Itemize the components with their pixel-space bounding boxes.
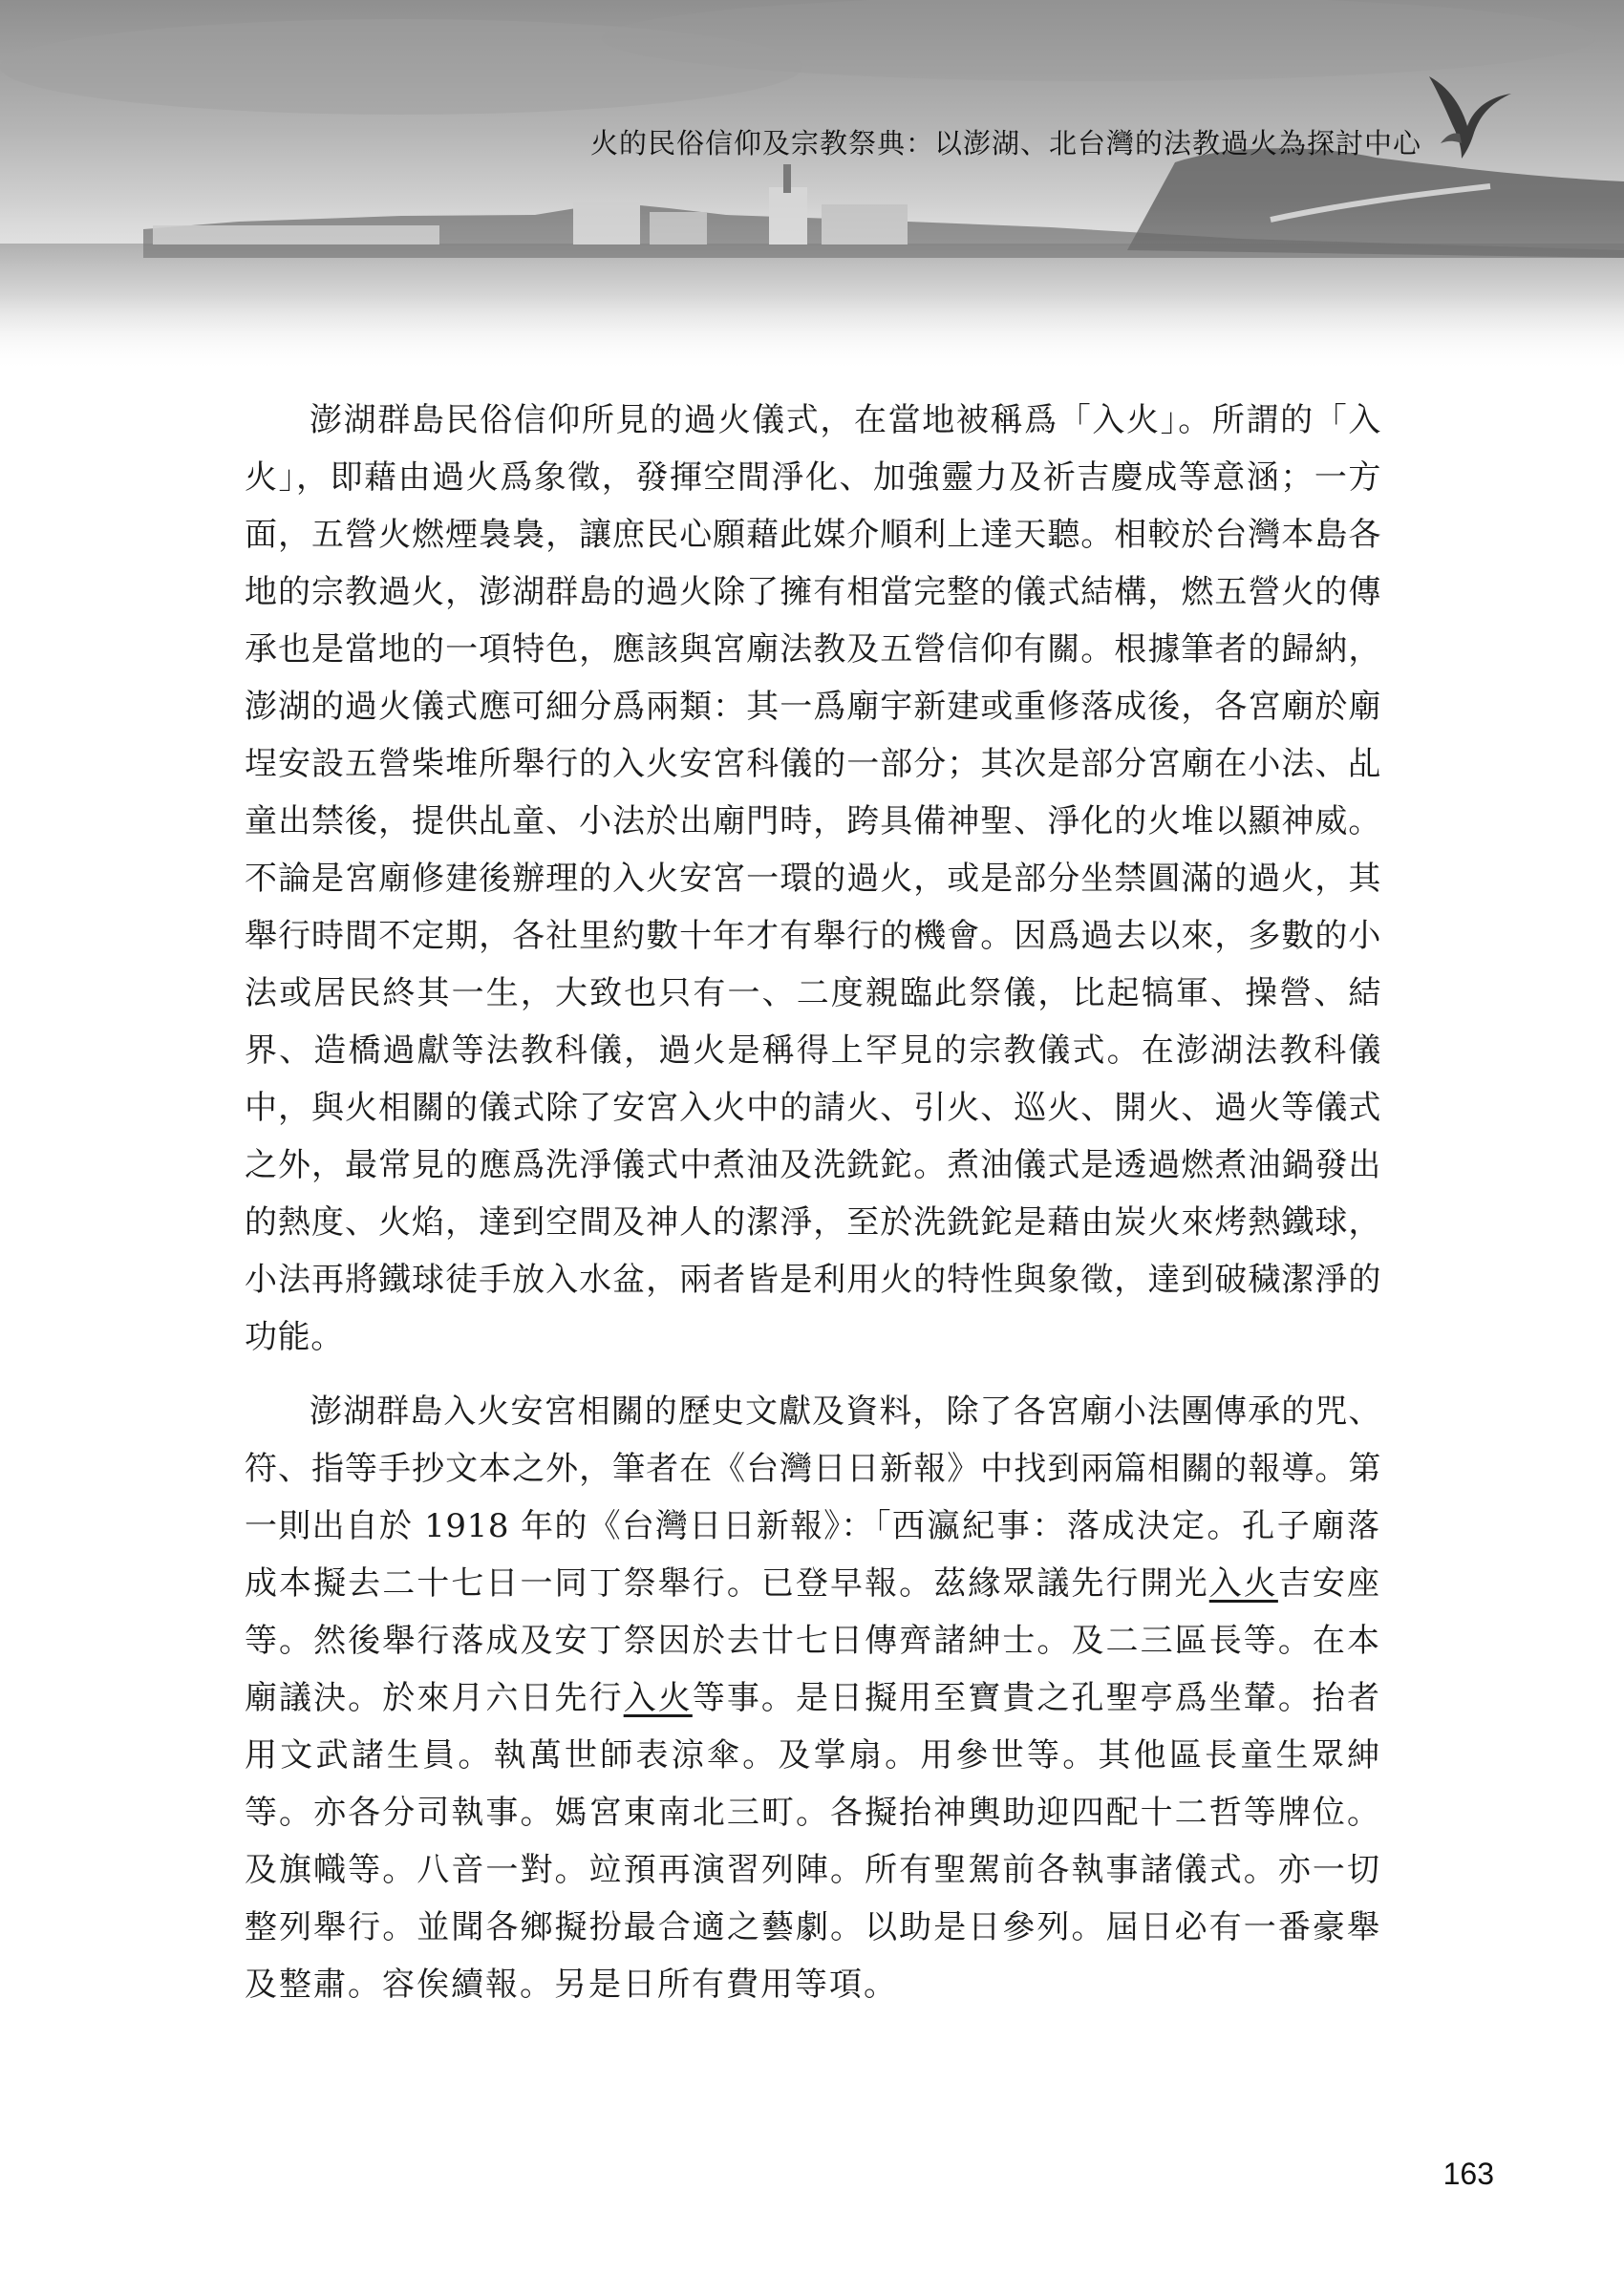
newspaper-quote-part: 等事。是日擬用至寶貴之孔聖亭爲坐輦。抬者用文武諸生員。執萬世師表涼傘。及掌扇。用參世等。其他區長童生眾紳等。亦各分司執事。媽宮東南北三町。各擬抬神輿助迎四配十二哲等牌位。及旗幟等。八音一對。竝預再演習列陣。所有聖駕前各執事諸儀式。亦一切整列舉行。並聞各鄉擬扮最合適之藝劇。以助是日參列。屆日必有一番豪舉及整肅。容俟續報。另是日所有費用等項。 — [245, 1679, 1381, 2004]
article-body — [245, 392, 1381, 2013]
underlined-term: 入火 — [623, 1679, 693, 1717]
paragraph-with-quote — [245, 1383, 1381, 2013]
seascape-photo — [0, 0, 1624, 372]
paragraph-intro: 澎湖群島入火安宮相關的歷史文獻及資料，除了各宮廟小法團傳承的咒、符、指等手抄文本之外，筆者在《台灣日日新報》中找到兩篇相關的報導。第一則出自於 1918 年的《台灣日日新報》：「 — [245, 1392, 1381, 1545]
underlined-term: 入火 — [1208, 1564, 1278, 1603]
paragraph: 澎湖群島民俗信仰所見的過火儀式，在當地被稱爲「入火」。所謂的「入火」，即藉由過火爲象徵，發揮空間淨化、加強靈力及祈吉慶成等意涵；一方面，五營火燃煙裊裊，讓庶民心願藉此媒介順利上達天聽。相較於台灣本島各地的宗教過火，澎湖群島的過火除了擁有相當完整的儀式結構，燃五營火的傳承也是當地的一項特色，應該與宮廟法教及五營信仰有關。根據筆者的歸納，澎湖的過火儀式應可細分爲兩類：其一爲廟宇新建或重修落成後，各宮廟於廟埕安設五營柴堆所舉行的入火安宮科儀的一部分；其次是部分宮廟在小法、乩童出禁後，提供乩童、小法於出廟門時，跨具備神聖、淨化的火堆以顯神威。不論是宮廟修建後辦理的入火安宮一環的過火，或是部分坐禁圓滿的過火，其舉行時間不定期，各社里約數十年才有舉行的機會。因爲過去以來，多數的小法或居民終其一生，大致也只有一、二度親臨此祭儀，比起犒軍、操營、結界、造橋過獻等法教科儀，過火是稱得上罕見的宗教儀式。在澎湖法教科儀中，與火相關的儀式除了安宮入火中的請火、引火、巡火、開火、過火等儀式之外，最常見的應爲洗淨儀式中煮油及洗銑鉈。煮油儀式是透過燃煮油鍋發出的熱度、火焰，達到空間及神人的潔淨，至於洗銑鉈是藉由炭火來烤熱鐵球，小法再將鐵球徒手放入水盆，兩者皆是利用火的特性與象徵，達到破穢潔淨的功能。 — [245, 401, 1381, 1356]
running-title: 火的民俗信仰及宗教祭典：以澎湖、北台灣的法教過火為探討中心 — [589, 127, 1421, 159]
newspaper-quote-part: 西瀛紀事：落成決定。孔子廟落成本擬去二十七日一同丁祭舉行。已登早報。茲緣眾議先行開光 — [245, 1507, 1382, 1603]
seagull-icon — [1423, 59, 1519, 164]
newspaper-quote-part: 吉安座等。然後舉行落成及安丁祭因於去廿七日傳齊諸紳士。及二三區長等。在本廟議決。於來月六日先行 — [245, 1564, 1381, 1717]
header-banner — [0, 0, 1624, 372]
page-number: 163 — [1442, 2157, 1494, 2191]
